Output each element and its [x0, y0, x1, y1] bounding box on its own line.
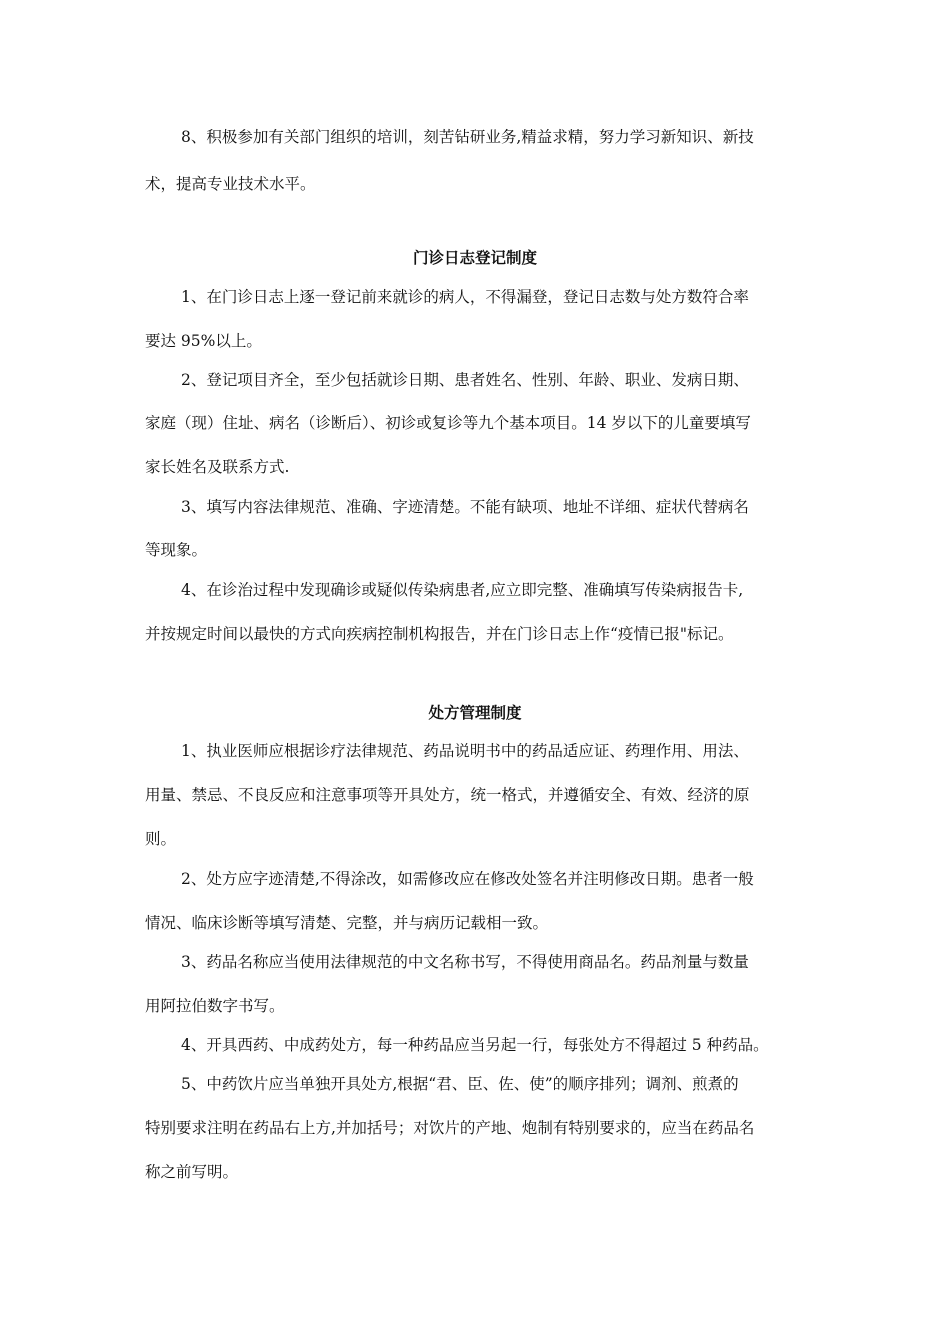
paragraph-line: 家长姓名及联系方式.: [145, 458, 290, 476]
paragraph-line: 情况、临床诊断等填写清楚、完整，并与病历记载相一致。: [145, 914, 549, 932]
paragraph-line: 1、在门诊日志上逐一登记前来就诊的病人，不得漏登，登记日志数与处方数符合率: [181, 288, 749, 306]
paragraph-line: 并按规定时间以最快的方式向疾病控制机构报告，并在门诊日志上作“疫情已报"标记。: [145, 625, 734, 643]
paragraph-line: 8、积极参加有关部门组织的培训，刻苦钻研业务,精益求精，努力学习新知识、新技: [181, 128, 754, 146]
paragraph-line: 要达 95%以上。: [145, 332, 262, 350]
paragraph-line: 4、在诊治过程中发现确诊或疑似传染病患者,应立即完整、准确填写传染病报告卡,: [181, 581, 744, 599]
paragraph-line: 3、填写内容法律规范、准确、字迹清楚。不能有缺项、地址不详细、症状代替病名: [181, 498, 749, 516]
paragraph-line: 2、处方应字迹清楚,不得涂改，如需修改应在修改处签名并注明修改日期。患者一般: [181, 870, 754, 888]
paragraph-line: 称之前写明。: [145, 1163, 239, 1181]
paragraph-line: 家庭（现）住址、病名（诊断后）、初诊或复诊等九个基本项目。14 岁以下的儿童要填写: [145, 414, 751, 432]
paragraph-line: 1、执业医师应根据诊疗法律规范、药品说明书中的药品适应证、药理作用、用法、: [181, 742, 749, 760]
paragraph-line: 等现象。: [145, 541, 208, 559]
paragraph-line: 则。: [145, 830, 177, 848]
section-title-outpatient-log: 门诊日志登记制度: [412, 249, 537, 267]
paragraph-line: 4、开具西药、中成药处方，每一种药品应当另起一行，每张处方不得超过 5 种药品。: [181, 1036, 769, 1054]
paragraph-line: 术，提高专业技术水平。: [145, 175, 316, 193]
paragraph-line: 3、药品名称应当使用法律规范的中文名称书写，不得使用商品名。药品剂量与数量: [181, 953, 749, 971]
paragraph-line: 用量、禁忌、不良反应和注意事项等开具处方，统一格式，并遵循安全、有效、经济的原: [145, 786, 750, 804]
paragraph-line: 2、登记项目齐全，至少包括就诊日期、患者姓名、性别、年龄、职业、发病日期、: [181, 371, 749, 389]
paragraph-line: 特别要求注明在药品右上方,并加括号；对饮片的产地、炮制有特别要求的，应当在药品名: [145, 1119, 755, 1137]
paragraph-line: 用阿拉伯数字书写。: [145, 997, 285, 1015]
paragraph-line: 5、中药饮片应当单独开具处方,根据“君、臣、佐、使”的顺序排列；调剂、煎煮的: [181, 1075, 739, 1093]
section-title-prescription-management: 处方管理制度: [428, 704, 522, 722]
